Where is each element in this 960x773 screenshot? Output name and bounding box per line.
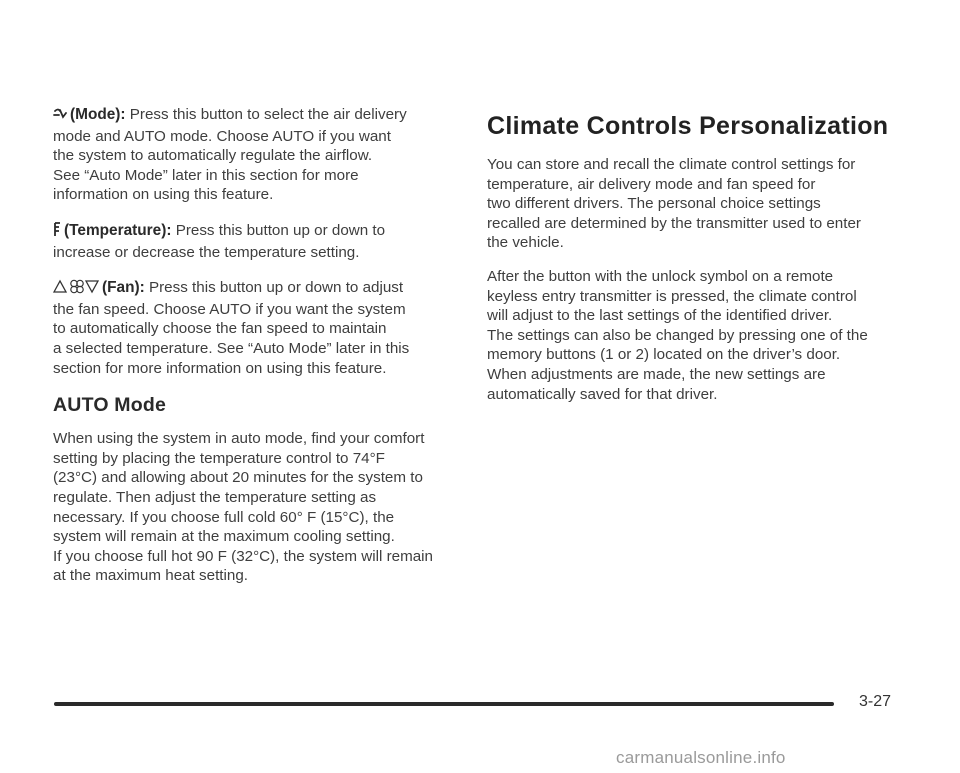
- mode-line-2: the system to automatically regulate the airflow.: [53, 147, 373, 165]
- auto-mode-paragraph: [53, 429, 455, 586]
- fan-term: (Fan):: [102, 279, 145, 297]
- p2-line-3: The settings can also be changed by pressing one of the: [487, 326, 868, 344]
- page-number: 3-27: [859, 693, 892, 710]
- temperature-line-0: Press this button up or down to: [175, 221, 386, 239]
- auto-mode-heading: AUTO Mode: [53, 394, 167, 417]
- mode-line-4: information on using this feature.: [53, 186, 274, 204]
- mode-term: (Mode):: [70, 106, 126, 123]
- fan-line-0: Press this button up or down to adjust: [148, 279, 404, 297]
- auto-mode-line-5: system will remain at the maximum cooling setting.: [53, 528, 395, 546]
- p2-line-4: memory buttons (1 or 2) located on the driver’s door.: [487, 346, 841, 364]
- p1-line-3: recalled are determined by the transmitter used to enter: [487, 214, 861, 232]
- temperature-term: (Temperature):: [64, 221, 172, 239]
- fan-line-1: the fan speed. Choose AUTO if you want the system: [53, 300, 406, 318]
- watermark-text: carmanualsonline.info: [616, 748, 786, 767]
- p2-line-2: will adjust to the last settings of the identified driver.: [487, 307, 833, 325]
- p2-line-1: keyless entry transmitter is pressed, the climate control: [487, 287, 857, 305]
- p1-line-1: temperature, air delivery mode and fan speed for: [487, 175, 816, 193]
- personalization-heading: Climate Controls Personalization: [487, 112, 889, 140]
- temperature-paragraph: [53, 221, 455, 262]
- personalization-paragraph-2: [487, 267, 912, 404]
- p1-line-0: You can store and recall the climate control settings for: [487, 156, 856, 173]
- auto-mode-line-1: setting by placing the temperature control to 74°F: [53, 449, 385, 467]
- p1-line-2: two different drivers. The personal choice settings: [487, 195, 821, 213]
- auto-mode-line-0: When using the system in auto mode, find your comfort: [53, 430, 425, 448]
- fan-line-4: section for more information on using this feature.: [53, 359, 387, 377]
- mode-line-0: Press this button to select the air delivery: [129, 106, 407, 123]
- fan-line-2: to automatically choose the fan speed to maintain: [53, 320, 387, 338]
- thermometer-icon: [53, 222, 61, 243]
- fan-paragraph: [53, 278, 455, 378]
- auto-mode-line-7: at the maximum heat setting.: [53, 567, 248, 585]
- mode-line-3: See “Auto Mode” later in this section for more: [53, 166, 359, 184]
- personalization-paragraph-1: [487, 155, 912, 253]
- temperature-line-1: increase or decrease the temperature setting.: [53, 243, 360, 261]
- p2-line-0: After the button with the unlock symbol on a remote: [487, 267, 834, 285]
- auto-mode-line-6: If you choose full hot 90 F (32°C), the system will remain: [53, 547, 434, 565]
- air-delivery-mode-icon: [53, 107, 67, 127]
- auto-mode-line-2: (23°C) and allowing about 20 minutes for the system to: [53, 469, 423, 487]
- auto-mode-line-4: necessary. If you choose full cold 60° F (15°C), the: [53, 508, 395, 526]
- left-column: [53, 105, 455, 586]
- fan-up-down-icon: [53, 278, 99, 300]
- right-column: [487, 112, 912, 404]
- mode-line-1: mode and AUTO mode. Choose AUTO if you want: [53, 127, 391, 145]
- p2-line-5: When adjustments are made, the new settings are: [487, 365, 826, 383]
- fan-line-3: a selected temperature. See “Auto Mode” later in this: [53, 339, 410, 357]
- p1-line-4: the vehicle.: [487, 234, 564, 252]
- mode-paragraph: [53, 105, 455, 205]
- p2-line-6: automatically saved for that driver.: [487, 385, 718, 403]
- auto-mode-line-3: regulate. Then adjust the temperature setting as: [53, 488, 377, 506]
- footer-rule: [54, 702, 834, 706]
